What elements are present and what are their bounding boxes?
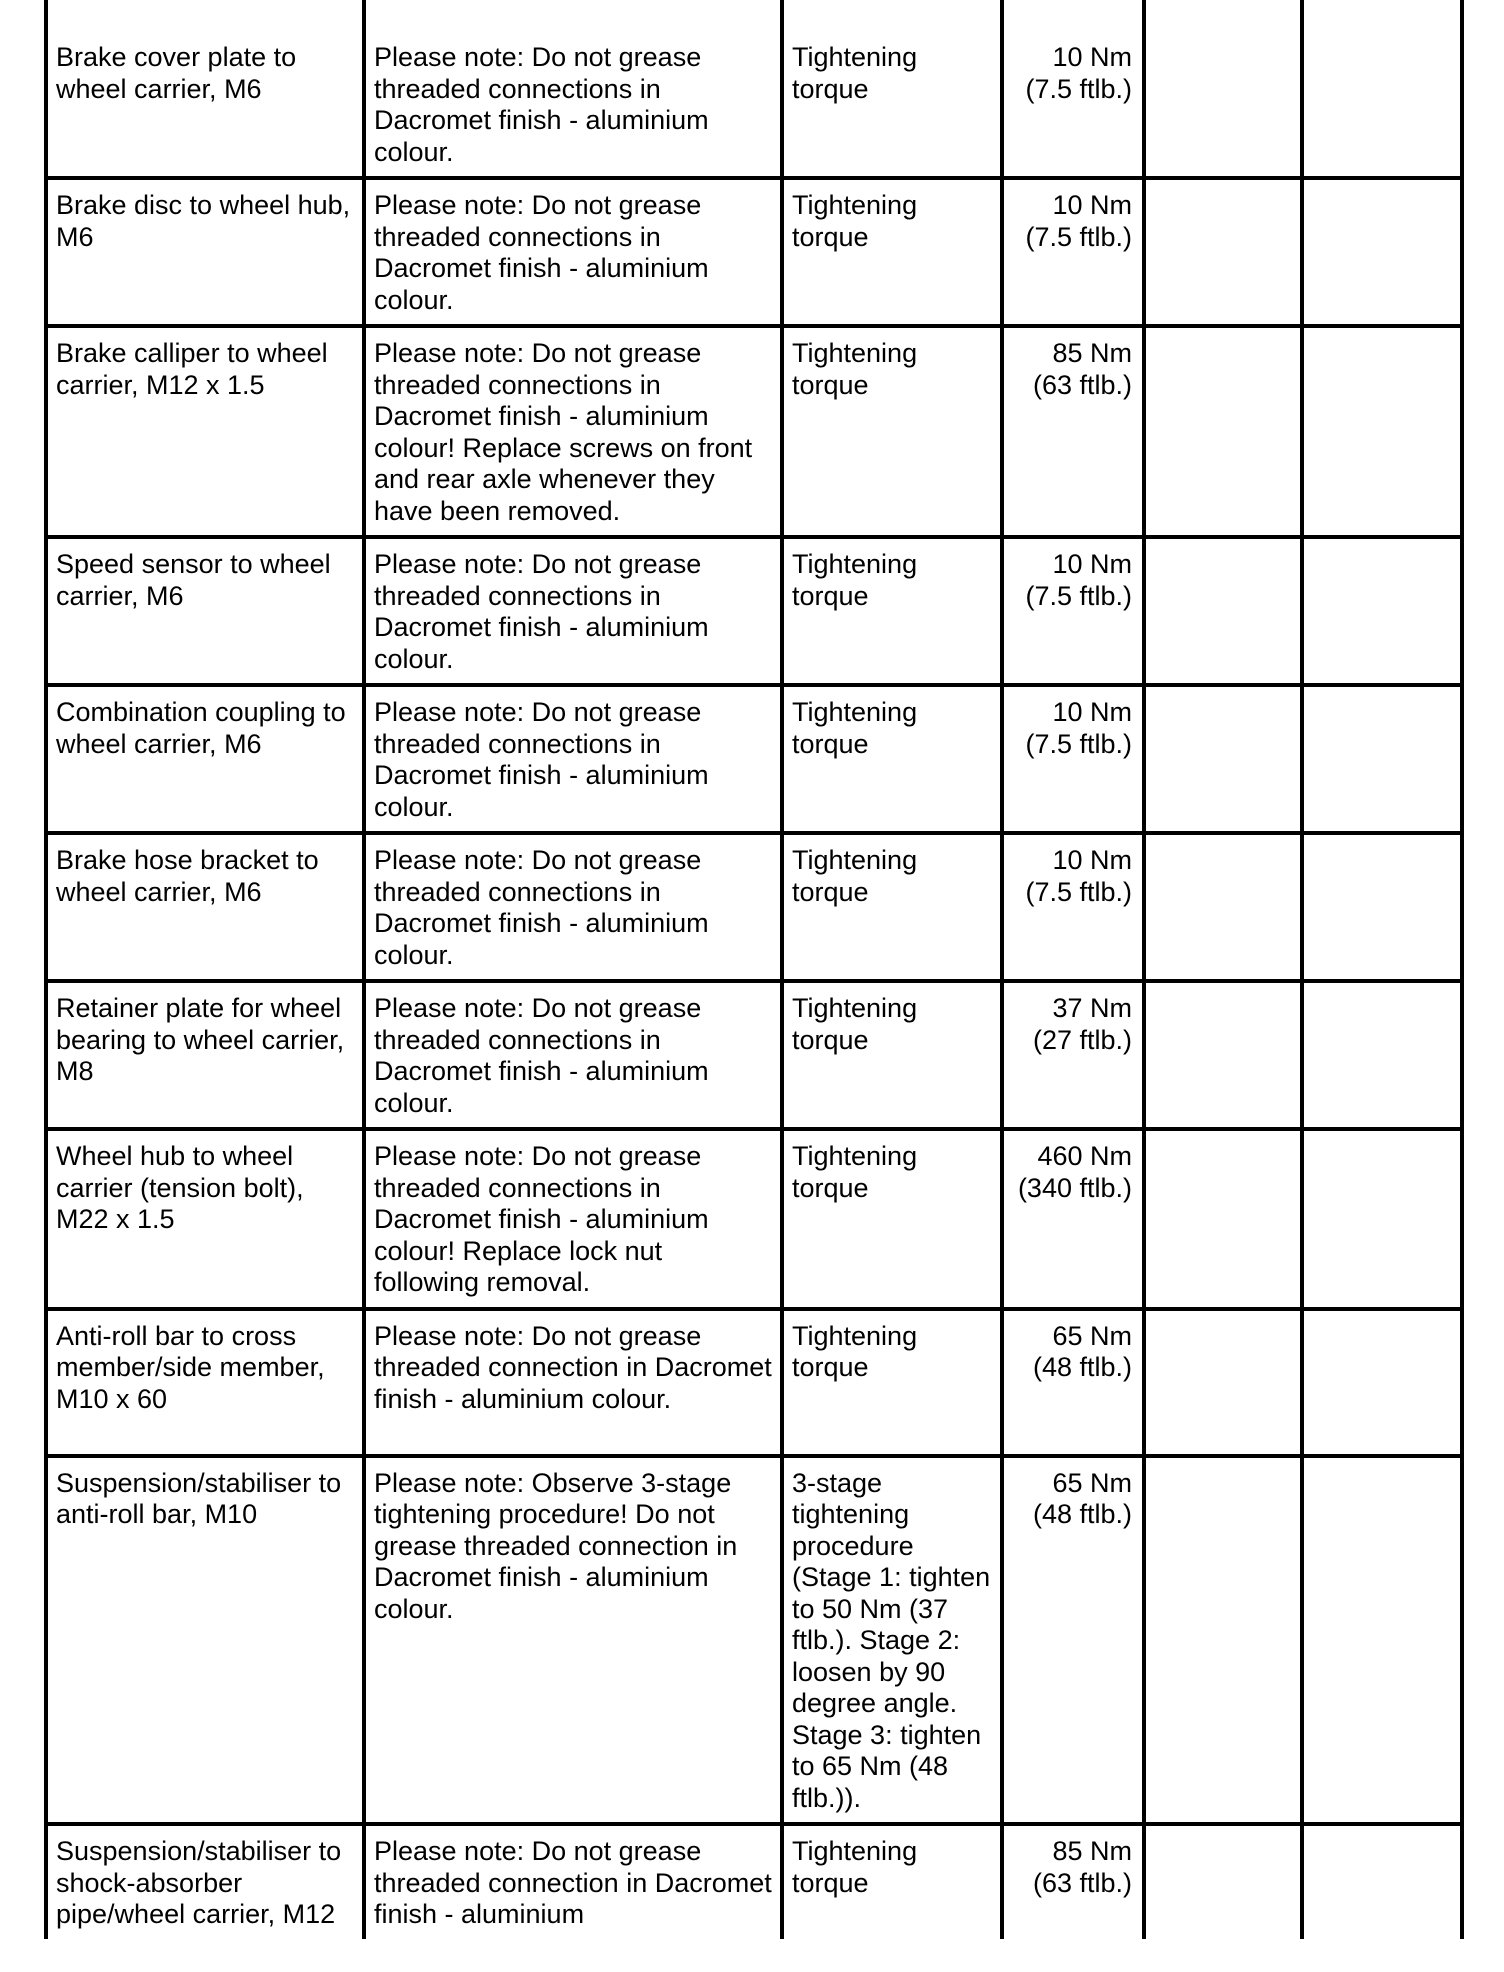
note-cell: Please note: Do not grease threaded connections in Dacromet finish - aluminium colour.: [364, 833, 782, 981]
empty-cell: [1144, 1824, 1302, 1939]
torque-cell: [1002, 833, 1144, 981]
note-cell: Please note: Do not grease threaded connections in Dacromet finish - aluminium colour! Replace lock nut following removal.: [364, 1129, 782, 1309]
torque-nm: 10 Nm: [1052, 697, 1132, 727]
empty-cell: [1144, 0, 1302, 178]
torque-cell: [1002, 178, 1144, 326]
torque-ftlb: (7.5 ftlb.): [1025, 73, 1132, 104]
type-cell: Tightening torque: [782, 326, 1002, 537]
torque-cell: [1002, 685, 1144, 833]
empty-cell: [1144, 326, 1302, 537]
table-row: [46, 537, 1462, 685]
torque-ftlb: (27 ftlb.): [1032, 1024, 1132, 1055]
torque-nm: 10 Nm: [1052, 549, 1132, 579]
torque-ftlb: (7.5 ftlb.): [1025, 876, 1132, 907]
table-row: [46, 833, 1462, 981]
empty-cell: [1144, 1309, 1302, 1456]
type-cell: Tightening torque: [782, 537, 1002, 685]
empty-cell: [1144, 537, 1302, 685]
torque-nm: 85 Nm: [1052, 1836, 1132, 1866]
table-row: [46, 1456, 1462, 1825]
type-cell: Tightening torque: [782, 981, 1002, 1129]
empty-cell: [1302, 1456, 1462, 1825]
torque-cell: [1002, 0, 1144, 178]
torque-ftlb: (340 ftlb.): [1017, 1172, 1132, 1203]
component-cell: Suspension/stabiliser to anti-roll bar, M10: [46, 1456, 364, 1825]
table-row: [46, 326, 1462, 537]
table-body: [46, 0, 1462, 1939]
component-cell: Combination coupling to wheel carrier, M6: [46, 685, 364, 833]
empty-cell: [1302, 981, 1462, 1129]
note-cell: Please note: Do not grease threaded connections in Dacromet finish - aluminium colour.: [364, 981, 782, 1129]
empty-cell: [1302, 178, 1462, 326]
torque-nm: 460 Nm: [1037, 1141, 1132, 1171]
empty-cell: [1144, 685, 1302, 833]
torque-cell: [1002, 537, 1144, 685]
torque-nm: 10 Nm: [1052, 42, 1132, 72]
torque-nm: 65 Nm: [1052, 1467, 1132, 1498]
component-cell: Wheel hub to wheel carrier (tension bolt), M22 x 1.5: [46, 1129, 364, 1309]
empty-cell: [1144, 981, 1302, 1129]
torque-cell: [1002, 1309, 1144, 1456]
torque-cell: [1002, 1129, 1144, 1309]
torque-cell: [1002, 1824, 1144, 1939]
torque-nm: 10 Nm: [1052, 845, 1132, 875]
type-cell: Tightening torque: [782, 833, 1002, 981]
note-cell: Please note: Do not grease threaded connection in Dacromet finish - aluminium: [364, 1824, 782, 1939]
empty-cell: [1302, 1309, 1462, 1456]
table-row: [46, 981, 1462, 1129]
type-cell: Tightening torque: [782, 1309, 1002, 1456]
empty-cell: [1302, 685, 1462, 833]
empty-cell: [1144, 1129, 1302, 1309]
table-row: [46, 685, 1462, 833]
torque-nm: 85 Nm: [1052, 338, 1132, 368]
empty-cell: [1144, 833, 1302, 981]
torque-cell: [1002, 326, 1144, 537]
torque-ftlb: (7.5 ftlb.): [1025, 580, 1132, 611]
empty-cell: [1302, 537, 1462, 685]
note-cell: Please note: Do not grease threaded connection in Dacromet finish - aluminium colour.: [364, 1309, 782, 1456]
type-cell: 3-stage tightening procedure (Stage 1: tighten to 50 Nm (37 ftlb.). Stage 2: loosen by 90 degree angle. Stage 3: tighten to 65 Nm (48 ftlb.)).: [782, 1456, 1002, 1825]
note-cell: Please note: Do not grease threaded connections in Dacromet finish - aluminium colour.: [364, 178, 782, 326]
type-cell: Tightening torque: [782, 0, 1002, 178]
table-row: [46, 1129, 1462, 1309]
type-cell: Tightening torque: [782, 685, 1002, 833]
torque-ftlb: (7.5 ftlb.): [1025, 221, 1132, 252]
torque-ftlb: (48 ftlb.): [1032, 1499, 1132, 1529]
component-cell: Anti-roll bar to cross member/side member, M10 x 60: [46, 1309, 364, 1456]
torque-cell: [1002, 1456, 1144, 1825]
note-cell: Please note: Do not grease threaded connections in Dacromet finish - aluminium colour! Replace screws on front and rear axle whenever they have been removed.: [364, 326, 782, 537]
component-cell: Brake cover plate to wheel carrier, M6: [46, 0, 364, 178]
empty-cell: [1144, 178, 1302, 326]
table-row: [46, 1824, 1462, 1939]
torque-cell: [1002, 981, 1144, 1129]
component-cell: Brake calliper to wheel carrier, M12 x 1.5: [46, 326, 364, 537]
torque-ftlb: (48 ftlb.): [1032, 1352, 1132, 1382]
type-cell: Tightening torque: [782, 1129, 1002, 1309]
empty-cell: [1302, 326, 1462, 537]
empty-cell: [1302, 0, 1462, 178]
note-cell: Please note: Do not grease threaded connections in Dacromet finish - aluminium colour.: [364, 537, 782, 685]
torque-nm: 65 Nm: [1052, 1320, 1132, 1351]
table-row: [46, 178, 1462, 326]
component-cell: Brake disc to wheel hub, M6: [46, 178, 364, 326]
component-cell: Suspension/stabiliser to shock-absorber pipe/wheel carrier, M12: [46, 1824, 364, 1939]
note-cell: Please note: Do not grease threaded connections in Dacromet finish - aluminium colour.: [364, 0, 782, 178]
empty-cell: [1302, 833, 1462, 981]
note-cell: Please note: Do not grease threaded connections in Dacromet finish - aluminium colour.: [364, 685, 782, 833]
note-cell: Please note: Observe 3-stage tightening procedure! Do not grease threaded connection in Dacromet finish - aluminium colour.: [364, 1456, 782, 1825]
type-cell: Tightening torque: [782, 178, 1002, 326]
type-cell: Tightening torque: [782, 1824, 1002, 1939]
empty-cell: [1302, 1824, 1462, 1939]
torque-ftlb: (63 ftlb.): [1032, 1867, 1132, 1898]
table-row: [46, 0, 1462, 178]
table-row: [46, 1309, 1462, 1456]
component-cell: Speed sensor to wheel carrier, M6: [46, 537, 364, 685]
torque-spec-table: [44, 0, 1464, 1939]
torque-ftlb: (7.5 ftlb.): [1025, 728, 1132, 759]
empty-cell: [1302, 1129, 1462, 1309]
component-cell: Retainer plate for wheel bearing to wheel carrier, M8: [46, 981, 364, 1129]
empty-cell: [1144, 1456, 1302, 1825]
torque-nm: 10 Nm: [1052, 190, 1132, 220]
torque-ftlb: (63 ftlb.): [1032, 369, 1132, 400]
component-cell: Brake hose bracket to wheel carrier, M6: [46, 833, 364, 981]
torque-nm: 37 Nm: [1052, 993, 1132, 1023]
